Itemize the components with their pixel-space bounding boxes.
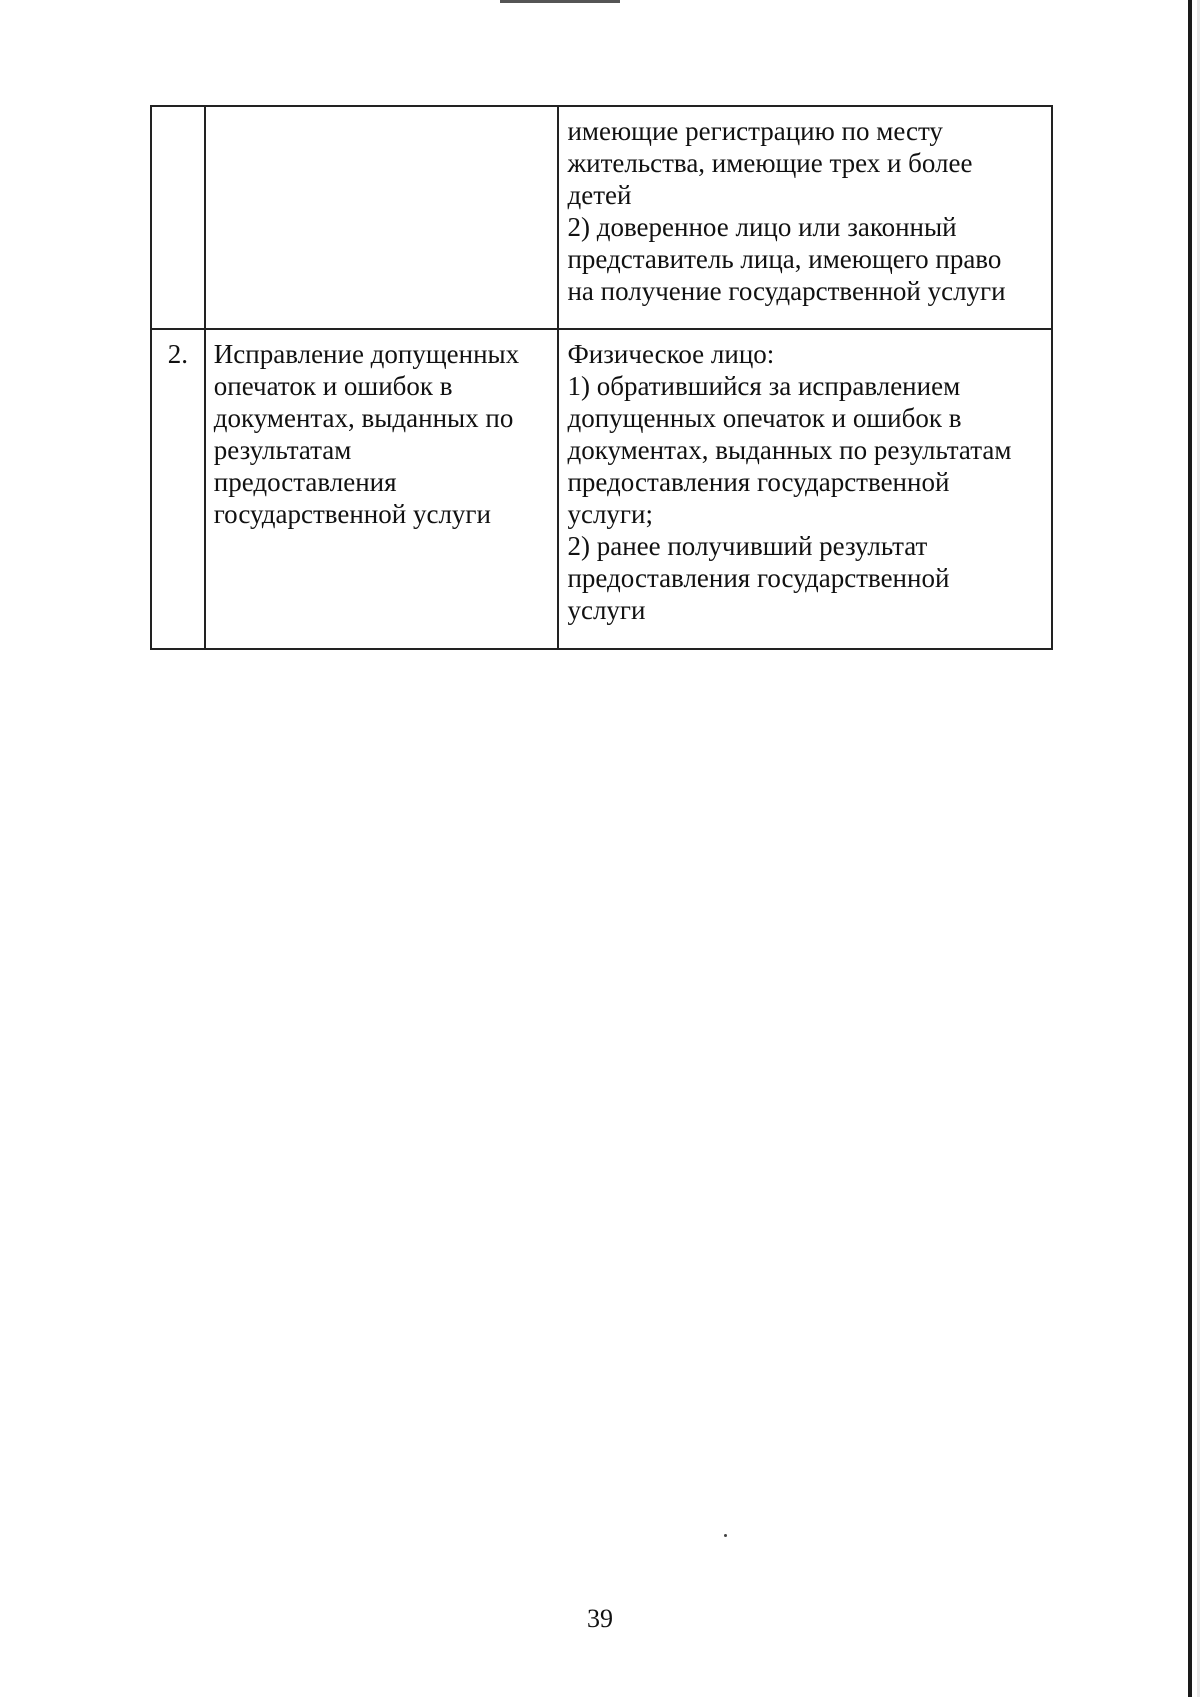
text-line: результатам (213, 435, 352, 465)
text-line: детей (567, 180, 632, 210)
text-line: имеющие регистрацию по месту (567, 116, 943, 146)
service-cell (205, 106, 559, 329)
applicants-cell (558, 329, 1052, 649)
text-line: услуги; (567, 499, 653, 529)
text-line: опечаток и ошибок в (213, 371, 453, 401)
text-line: предоставления государственной (567, 467, 950, 497)
text-line: услуги (567, 595, 646, 625)
text-line: представитель лица, имеющего право (567, 244, 1002, 274)
text-line: Исправление допущенных (213, 339, 520, 369)
text-line: предоставления (213, 467, 397, 497)
row-number-cell: 2. (151, 329, 205, 649)
page-number: 39 (587, 1604, 613, 1633)
scan-edge (1188, 0, 1192, 1697)
row-number-cell (151, 106, 205, 329)
scan-top-mark (500, 0, 620, 3)
applicants-table (150, 105, 1053, 650)
text-line: документах, выданных по (213, 403, 514, 433)
text-line: на получение государственной услуги (567, 276, 1006, 306)
text-line: 2) доверенное лицо или законный (567, 212, 957, 242)
applicants-cell (558, 106, 1052, 329)
text-line: документах, выданных по результатам (567, 435, 1012, 465)
service-cell (205, 329, 559, 649)
text-line: предоставления государственной (567, 563, 950, 593)
table-row (151, 329, 1052, 649)
scan-speck (724, 1534, 727, 1537)
text-line: государственной услуги (213, 499, 491, 529)
text-line: допущенных опечаток и ошибок в (567, 403, 962, 433)
table-row (151, 106, 1052, 329)
text-line: 2) ранее получивший результат (567, 531, 928, 561)
text-line: 1) обратившийся за исправлением (567, 371, 961, 401)
text-line: жительства, имеющие трех и более (567, 148, 973, 178)
text-line: Физическое лицо: (567, 339, 775, 369)
